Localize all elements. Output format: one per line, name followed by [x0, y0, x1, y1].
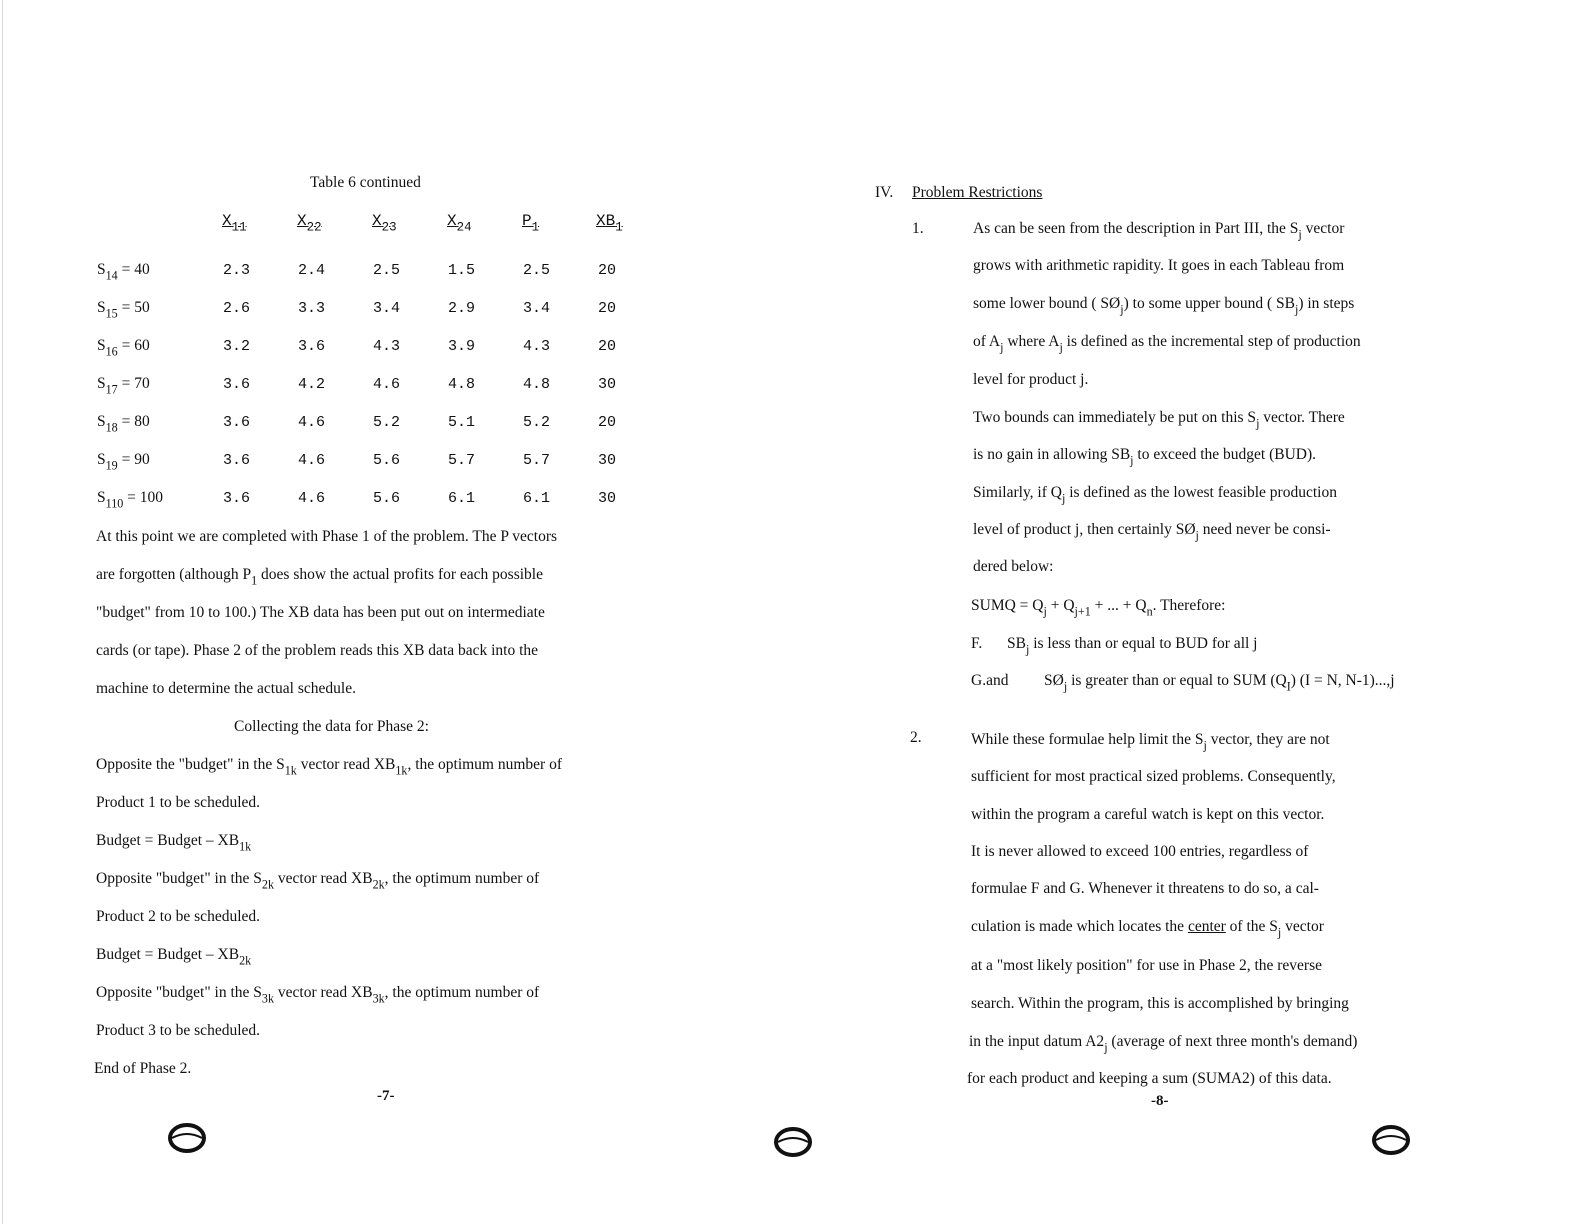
table-cell: 30 — [598, 376, 617, 393]
row-label: $S_{110} = 100$ — [97, 489, 164, 511]
table-cell: 4.6 — [298, 414, 326, 431]
item-number: 2. — [910, 729, 922, 746]
formula-f-label: F. — [971, 635, 983, 652]
table-cell: 4.8 — [448, 376, 476, 393]
table-cell: 3.6 — [223, 490, 251, 507]
paragraph-line: At this point we are completed with Phase 1 of the problem. The P vectors — [96, 528, 558, 545]
collect-heading: Collecting the data for Phase 2: — [234, 718, 429, 735]
paragraph-line: within the program a careful watch is kept on this vector. — [971, 806, 1325, 823]
paragraph-line: As can be seen from the description in Part III, the $S_j$ vector — [973, 220, 1345, 242]
paragraph-line: level for product j. — [973, 371, 1089, 388]
formula-g-label: G.and — [971, 672, 1009, 689]
table-cell: 3.4 — [373, 300, 401, 317]
section-title: Problem Restrictions — [912, 184, 1043, 201]
paragraph-line: some lower bound ( $SØ_j$) to some upper bound ( $SB_j$) in steps — [973, 295, 1355, 317]
section-number: IV. — [875, 184, 894, 201]
paragraph-line: dered below: — [973, 558, 1054, 575]
table-cell: 2.5 — [523, 262, 551, 279]
table-cell: 6.1 — [448, 490, 476, 507]
table-cell: 3.6 — [223, 414, 251, 431]
table-cell: 4.3 — [523, 338, 551, 355]
phase2-step: Opposite the "budget" in the $S_{1k}$ vector read $XB_{1k}$, the optimum number of — [96, 756, 562, 778]
paragraph-line: sufficient for most practical sized problems. Consequently, — [971, 768, 1336, 785]
page-number-7: -7- — [377, 1088, 395, 1104]
col-header-x22: $X_{22}$ — [297, 212, 322, 235]
paragraph-line: Two bounds can immediately be put on this $S_j$ vector. There — [973, 409, 1345, 431]
paragraph-line: at a "most likely position" for use in Phase 2, the reverse — [971, 957, 1322, 974]
paragraph-line: is no gain in allowing $SB_j$ to exceed the budget (BUD). — [973, 446, 1317, 468]
sumq-formula: SUMQ = $Q_j + Q_{j+1}$ + ... + $Q_n$. Therefore: — [971, 597, 1226, 619]
table-cell: 5.6 — [373, 452, 401, 469]
phase2-step: Opposite "budget" in the $S_{3k}$ vector read $XB_{3k}$, the optimum number of — [96, 984, 540, 1006]
paragraph-line: for each product and keeping a sum (SUMA2) of this data. — [967, 1070, 1332, 1087]
row-label: $S_{19} = 90$ — [97, 451, 150, 473]
budget-equation: Budget = Budget – $XB_{1k}$ — [96, 832, 252, 854]
paragraph-line: culation is made which locates the center of the $S_j$ vector — [971, 918, 1324, 940]
item-number: 1. — [912, 220, 924, 237]
punch-hole-icon — [168, 1122, 206, 1154]
table-cell: 3.4 — [523, 300, 551, 317]
table-cell: 3.6 — [223, 452, 251, 469]
col-header-x23: $X_{23}$ — [372, 212, 397, 235]
paragraph-line: are forgotten (although $P_1$ does show the actual profits for each possible — [96, 566, 543, 588]
table-title: Table 6 continued — [310, 174, 421, 191]
paragraph-line: search. Within the program, this is accomplished by bringing — [971, 995, 1349, 1012]
formula-g: $SØ_j$ is greater than or equal to SUM $(Q_I) (I = N$, N-1)...,j — [1044, 672, 1395, 694]
paragraph-line: While these formulae help limit the $S_j$ vector, they are not — [971, 731, 1330, 753]
table-cell: 4.2 — [298, 376, 326, 393]
phase2-step: Product 2 to be scheduled. — [96, 908, 261, 925]
table-cell: 6.1 — [523, 490, 551, 507]
end-phase-text: End of Phase 2. — [94, 1060, 192, 1077]
table-cell: 4.6 — [373, 376, 401, 393]
table-cell: 30 — [598, 452, 617, 469]
row-label: $S_{14} = 40$ — [97, 261, 150, 283]
table-cell: 4.3 — [373, 338, 401, 355]
table-cell: 3.2 — [223, 338, 251, 355]
table-cell: 5.7 — [523, 452, 551, 469]
punch-hole-icon — [1372, 1124, 1410, 1156]
col-header-x24: $X_{24}$ — [447, 212, 472, 235]
phase2-step: Product 3 to be scheduled. — [96, 1022, 261, 1039]
table-cell: 5.2 — [523, 414, 551, 431]
table-cell: 4.6 — [298, 490, 326, 507]
table-cell: 2.3 — [223, 262, 251, 279]
paragraph-line: cards (or tape). Phase 2 of the problem reads this XB data back into the — [96, 642, 539, 659]
formula-f: $SB_j$ is less than or equal to BUD for all j — [1007, 635, 1258, 657]
table-cell: 30 — [598, 490, 617, 507]
table-cell: 20 — [598, 262, 617, 279]
table-cell: 20 — [598, 338, 617, 355]
col-header-p1: $P_1$ — [522, 212, 540, 235]
table-cell: 3.3 — [298, 300, 326, 317]
table-cell: 3.6 — [223, 376, 251, 393]
page-number-8: -8- — [1151, 1093, 1169, 1109]
row-label: $S_{16} = 60$ — [97, 337, 150, 359]
paragraph-line: "budget" from 10 to 100.) The XB data has been put out on intermediate — [96, 604, 545, 621]
table-cell: 5.6 — [373, 490, 401, 507]
right-page — [792, 0, 1584, 1224]
row-label: $S_{15} = 50$ — [97, 299, 150, 321]
table-cell: 4.6 — [298, 452, 326, 469]
paragraph-line: machine to determine the actual schedule. — [96, 680, 356, 697]
table-cell: 5.2 — [373, 414, 401, 431]
phase2-step: Product 1 to be scheduled. — [96, 794, 261, 811]
table-cell: 3.9 — [448, 338, 476, 355]
paragraph-line: level of product j, then certainly $SØ_j$ need never be consi- — [973, 521, 1331, 543]
col-header-xb1: $XB_1$ — [596, 212, 623, 235]
table-cell: 4.8 — [523, 376, 551, 393]
table-cell: 2.9 — [448, 300, 476, 317]
table-cell: 2.5 — [373, 262, 401, 279]
table-cell: 2.6 — [223, 300, 251, 317]
paragraph-line: Similarly, if $Q_j$ is defined as the lowest feasible production — [973, 484, 1337, 506]
phase2-step: Opposite "budget" in the $S_{2k}$ vector read $XB_{2k}$, the optimum number of — [96, 870, 540, 892]
paragraph-line: It is never allowed to exceed 100 entries, regardless of — [971, 843, 1309, 860]
col-header-x11: $X_{11}$ — [222, 212, 247, 235]
paragraph-line: grows with arithmetic rapidity. It goes in each Tableau from — [973, 257, 1345, 274]
table-cell: 1.5 — [448, 262, 476, 279]
table-cell: 3.6 — [298, 338, 326, 355]
row-label: $S_{18} = 80$ — [97, 413, 150, 435]
table-cell: 20 — [598, 300, 617, 317]
paragraph-line: in the input datum $A2_j$ (average of next three month's demand) — [969, 1033, 1358, 1055]
row-label: $S_{17} = 70$ — [97, 375, 150, 397]
table-cell: 20 — [598, 414, 617, 431]
table-cell: 2.4 — [298, 262, 326, 279]
paragraph-line: formulae F and G. Whenever it threatens to do so, a cal- — [971, 880, 1319, 897]
punch-hole-icon — [774, 1126, 812, 1158]
table-cell: 5.7 — [448, 452, 476, 469]
budget-equation: Budget = Budget – $XB_{2k}$ — [96, 946, 252, 968]
table-cell: 5.1 — [448, 414, 476, 431]
paragraph-line: of $A_j$ where $A_j$ is defined as the incremental step of production — [973, 333, 1361, 355]
